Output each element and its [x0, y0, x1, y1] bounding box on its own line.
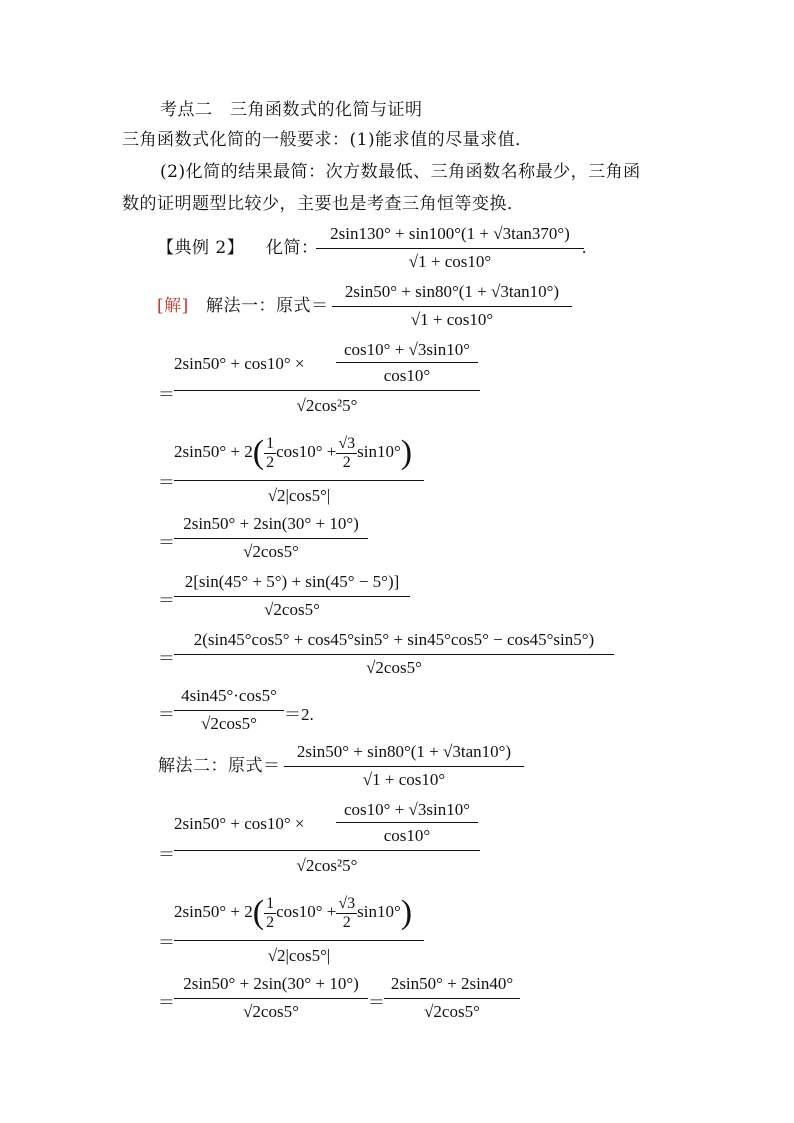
step-f-denominator: √2cos5° [366, 658, 422, 677]
method1-label: 解法一：原式＝ [206, 296, 329, 316]
fraction-bar [174, 480, 424, 481]
step-h2-fraction [384, 974, 520, 1026]
fraction-bar [174, 390, 480, 391]
step-b2-left: 2sin50° + cos10° × [174, 814, 305, 833]
period: . [582, 238, 587, 257]
step-c2-numerator: 2sin50° + 2( $\frac{1}{2}$ cos10° + $\frac{√3}{2}$ sin10°) [174, 894, 413, 932]
step-b2-inner-den: cos10° [383, 826, 431, 845]
example-fraction [316, 224, 587, 276]
step-e-numerator: 2[sin(45° + 5°) + sin(45° − 5°)] [184, 572, 400, 591]
step-c2-denominator: √2|cos5°| [267, 946, 331, 965]
intro-line-2: (2)化简的结果最简：次方数最低、三角函数名称最少，三角函 [160, 162, 641, 182]
step-e-denominator: √2cos5° [264, 600, 320, 619]
eq-sign: ＝ [158, 705, 175, 724]
example-text: 化简： [266, 238, 319, 258]
fraction-bar [174, 654, 614, 655]
step-d2-denominator: √2cos5° [243, 1002, 299, 1021]
step-d-numerator: 2sin50° + 2sin(30° + 10°) [183, 514, 359, 533]
step-a-fraction [332, 282, 572, 334]
example-label: 【典例 2】 [157, 238, 245, 258]
step-g-denominator: √2cos5° [201, 714, 257, 733]
step-f-fraction [174, 630, 614, 682]
step-b2-denominator: √2cos²5° [296, 856, 358, 875]
step-d2-fraction [174, 974, 368, 1026]
step-b2-fraction [174, 798, 480, 880]
step-b-denominator: √2cos²5° [296, 396, 358, 415]
eq-sign: ＝ [158, 845, 175, 864]
fraction-bar [174, 596, 410, 597]
step-c2-fraction [174, 884, 424, 970]
eq-sign: ＝ [158, 993, 175, 1012]
step-b-left: 2sin50° + cos10° × [174, 354, 305, 373]
step-a2-numerator: 2sin50° + sin80°(1 + √3tan10°) [296, 742, 512, 761]
step-d-denominator: √2cos5° [243, 542, 299, 561]
step-a2-denominator: √1 + cos10° [362, 770, 446, 789]
inner-bar [336, 822, 478, 823]
step-b-inner-num: cos10° + √3sin10° [343, 340, 470, 359]
eq-sign: ＝ [368, 993, 385, 1012]
step-h2-denominator: √2cos5° [424, 1002, 480, 1021]
inner-bar [336, 362, 478, 363]
step-d-fraction [174, 514, 368, 566]
method2-label: 解法二：原式＝ [158, 756, 281, 776]
fraction-bar [174, 538, 368, 539]
step-g-fraction [174, 686, 284, 738]
fraction-bar [384, 998, 520, 999]
section-heading: 考点二 三角函数式的化简与证明 [160, 100, 423, 120]
fraction-bar [332, 306, 572, 307]
step-e-fraction [174, 572, 410, 624]
step-g-numerator: 4sin45°·cos5° [181, 686, 277, 705]
step-f-numerator: 2(sin45°cos5° + cos45°sin5° + sin45°cos5° − cos45°sin5°) [193, 630, 595, 649]
eq-sign: ＝ [158, 649, 175, 668]
step-b2-inner-num: cos10° + √3sin10° [343, 800, 470, 819]
intro-line-3: 数的证明题型比较少，主要也是考查三角恒等变换． [122, 194, 525, 214]
solution-label: [解] [157, 296, 189, 316]
step-c-fraction [174, 424, 424, 510]
step-g-result: ＝2. [284, 705, 314, 724]
step-a-numerator: 2sin50° + sin80°(1 + √3tan10°) [344, 282, 560, 301]
fraction-bar [284, 766, 524, 767]
eq-sign: ＝ [158, 473, 175, 492]
step-h2-numerator: 2sin50° + 2sin40° [390, 974, 514, 993]
step-a2-fraction [284, 742, 524, 794]
eq-sign: ＝ [158, 385, 175, 404]
step-c-numerator: 2sin50° + 2( $\frac{1}{2}$ cos10° + $\frac{√3}{2}$ sin10°) [174, 434, 413, 472]
intro-line-1: 三角函数式化简的一般要求：(1)能求值的尽量求值． [122, 130, 533, 150]
fraction-bar [174, 850, 480, 851]
fraction-bar [174, 940, 424, 941]
fraction-bar [174, 710, 284, 711]
step-d2-numerator: 2sin50° + 2sin(30° + 10°) [183, 974, 359, 993]
fraction-bar [174, 998, 368, 999]
fraction-bar [316, 248, 584, 249]
example-numerator: 2sin130° + sin100°(1 + √3tan370°) [330, 224, 570, 243]
step-b-inner-den: cos10° [383, 366, 431, 385]
step-b-fraction [174, 338, 480, 420]
eq-sign: ＝ [158, 533, 175, 552]
step-c-denominator: √2|cos5°| [267, 486, 331, 505]
eq-sign: ＝ [158, 591, 175, 610]
step-a-denominator: √1 + cos10° [410, 310, 494, 329]
example-denominator: √1 + cos10° [408, 252, 492, 271]
eq-sign: ＝ [158, 933, 175, 952]
